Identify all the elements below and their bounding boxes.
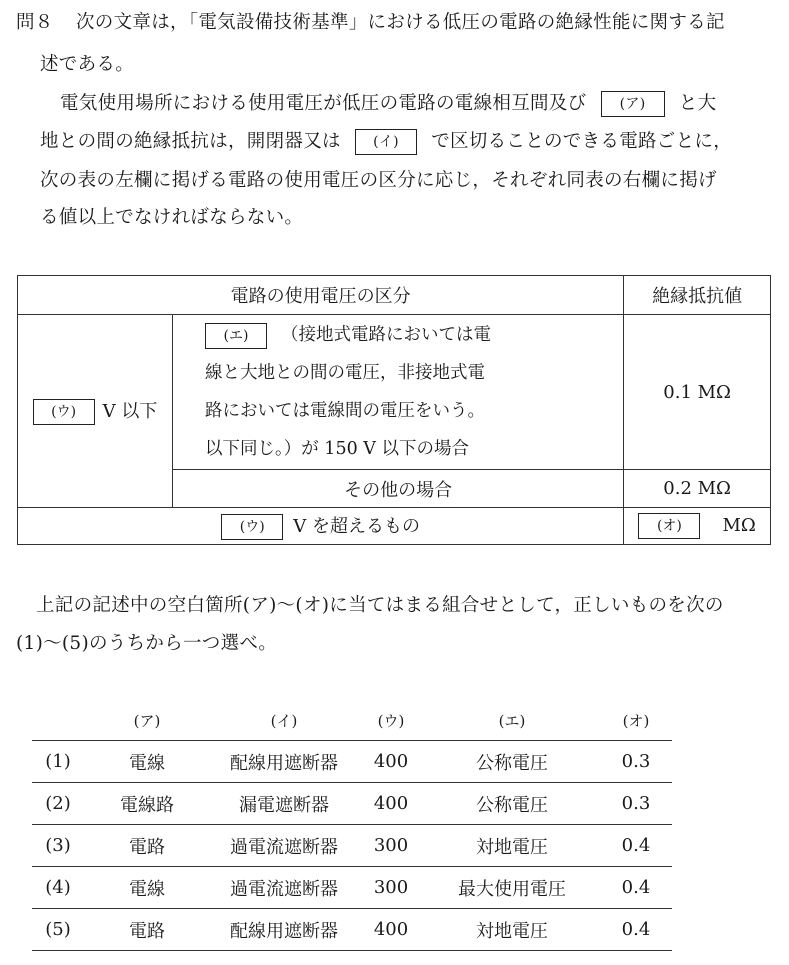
insulation-resistance-table — [17, 275, 771, 545]
answer-i: 過電流遮断器 — [210, 825, 358, 867]
blank-u-box: (ウ) — [33, 399, 95, 425]
answer-e: 最大使用電圧 — [424, 867, 600, 909]
blank-a-box: (ア) — [601, 91, 665, 117]
answer-o: 0.4 — [600, 867, 672, 909]
blank-e-box: (エ) — [205, 323, 267, 349]
answer-index: (2) — [32, 783, 84, 825]
answer-o: 0.3 — [600, 741, 672, 783]
answer-i: 配線用遮断器 — [210, 909, 358, 951]
blank-u-box-2: (ウ) — [221, 514, 283, 540]
low-voltage-cell — [18, 315, 173, 508]
answer-o: 0.4 — [600, 909, 672, 951]
answer-index: (4) — [32, 867, 84, 909]
answer-u: 400 — [358, 909, 424, 951]
answer-e: 公称電圧 — [424, 783, 600, 825]
over-voltage-cell — [18, 508, 624, 545]
answer-row — [32, 741, 672, 783]
answer-e: 公称電圧 — [424, 741, 600, 783]
instruction-line-2: (1)～(5)のうちから一つ選べ。 — [16, 633, 278, 654]
answer-a: 電路 — [84, 825, 210, 867]
question-line-4-end: で区切ることのできる電路ごとに， — [431, 131, 732, 152]
answer-o: 0.3 — [600, 783, 672, 825]
answer-u: 400 — [358, 741, 424, 783]
answer-header-i: (イ) — [270, 711, 298, 730]
answer-i: 過電流遮断器 — [210, 867, 358, 909]
question-line-3-end: と大 — [678, 93, 717, 114]
answer-e: 対地電圧 — [424, 825, 600, 867]
low-voltage-suffix: V 以下 — [102, 401, 158, 422]
question-line-2: 述である。 — [40, 54, 135, 75]
answer-e: 対地電圧 — [424, 909, 600, 951]
answer-row — [32, 825, 672, 867]
resistance-value-2: 0.2 MΩ — [624, 470, 771, 508]
question-line-5: 次の表の左欄に掲げる電路の使用電圧の区分に応じ，それぞれ同表の右欄に掲げ — [40, 170, 717, 191]
answer-u: 300 — [358, 867, 424, 909]
answer-header-a: (ア) — [133, 711, 161, 730]
answer-a: 電線 — [84, 867, 210, 909]
over-voltage-suffix: V を超えるもの — [293, 516, 420, 537]
earthed-line-4: 以下同じ。）が 150 V 以下の場合 — [205, 439, 469, 459]
answer-u: 300 — [358, 825, 424, 867]
answer-i: 配線用遮断器 — [210, 741, 358, 783]
blank-i-box: (イ) — [355, 129, 417, 155]
question-line-6: る値以上でなければならない。 — [40, 207, 304, 228]
answer-row — [32, 783, 672, 825]
answer-index: (5) — [32, 909, 84, 951]
answer-choices-table — [32, 700, 672, 951]
answer-a: 電線路 — [84, 783, 210, 825]
resistance-value-1: 0.1 MΩ — [624, 315, 771, 470]
earthed-line-3: 路においては電線間の電圧をいう。 — [205, 401, 485, 421]
answer-i: 漏電遮断器 — [210, 783, 358, 825]
answer-o: 0.4 — [600, 825, 672, 867]
answer-header-row — [32, 700, 672, 741]
question-line-1: 次の文章は，「電気設備技術基準」における低圧の電路の絶縁性能に関する記 — [76, 12, 725, 33]
resistance-unit: MΩ — [722, 515, 756, 536]
earthed-circuit-cell — [173, 315, 624, 470]
question-line-4-text: 地との間の絶縁抵抗は，開閉器又は — [40, 131, 341, 152]
question-line-3-text: 電気使用場所における使用電圧が低圧の電路の電線相互間及び — [60, 93, 587, 114]
answer-a: 電線 — [84, 741, 210, 783]
answer-header-o: (オ) — [622, 711, 650, 730]
answer-header-u: (ウ) — [377, 711, 405, 730]
question-line-4 — [40, 129, 732, 155]
table-header-resistance: 絶縁抵抗値 — [624, 276, 771, 315]
earthed-line-2: 線と大地との間の電圧，非接地式電 — [205, 363, 485, 383]
resistance-value-3 — [624, 508, 771, 545]
answer-index: (1) — [32, 741, 84, 783]
table-header-voltage-class: 電路の使用電圧の区分 — [18, 276, 624, 315]
blank-o-box: (オ) — [638, 513, 700, 539]
answer-row — [32, 909, 672, 951]
question-line-3 — [60, 91, 716, 117]
answer-index: (3) — [32, 825, 84, 867]
earthed-line-1-text: （接地式電路においては電 — [281, 325, 491, 345]
instruction-line-1: 上記の記述中の空白箇所(ア)～(オ)に当てはまる組合せとして，正しいものを次の — [36, 595, 724, 616]
earthed-line-1 — [205, 316, 623, 354]
answer-u: 400 — [358, 783, 424, 825]
answer-header-index — [32, 700, 84, 741]
question-number: 問８ — [16, 12, 54, 33]
answer-a: 電路 — [84, 909, 210, 951]
answer-header-e: (エ) — [498, 711, 526, 730]
answer-row — [32, 867, 672, 909]
other-case-cell: その他の場合 — [173, 470, 624, 508]
